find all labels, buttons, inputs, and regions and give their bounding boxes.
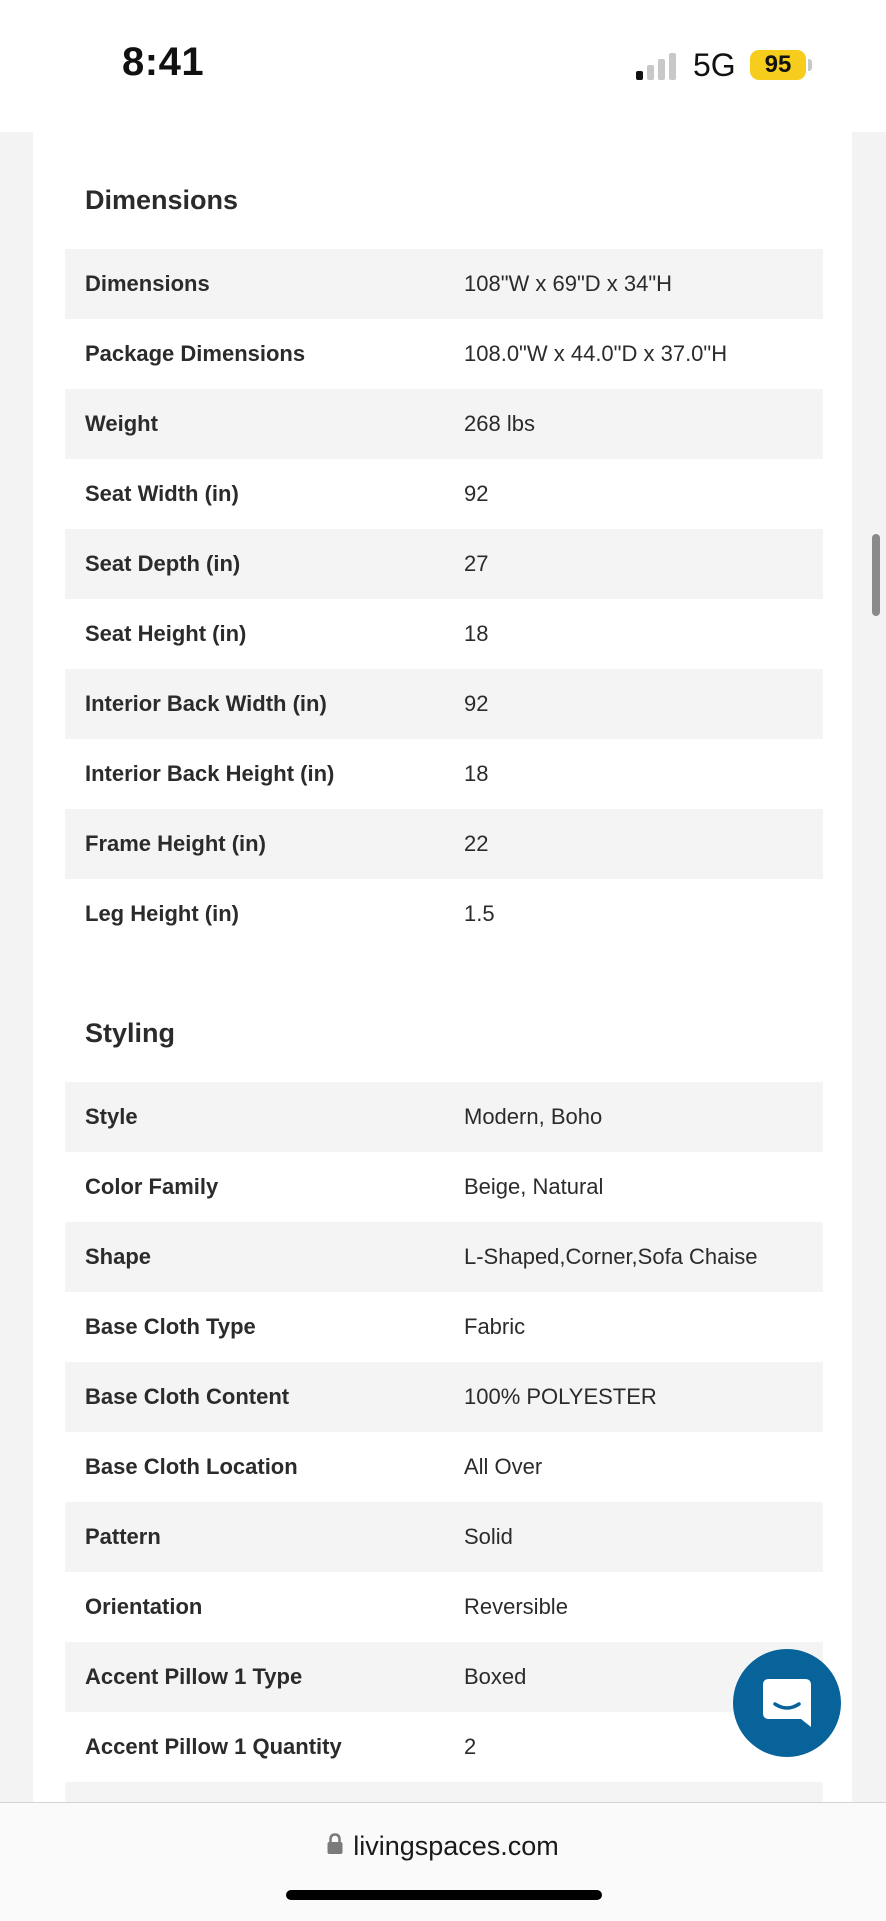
table-row (65, 1152, 823, 1222)
cellular-signal-icon (636, 52, 678, 80)
chat-icon (761, 1677, 813, 1729)
spec-label: Seat Height (in) (85, 621, 247, 646)
battery-tip-icon (808, 59, 812, 71)
chat-button[interactable] (733, 1649, 841, 1757)
spec-label: Dimensions (85, 271, 210, 296)
table-row (65, 1292, 823, 1362)
spec-label: Seat Depth (in) (85, 551, 241, 576)
table-row (65, 1712, 823, 1782)
table-row-partial (65, 1782, 823, 1802)
spec-value: Solid (464, 1524, 513, 1549)
spec-label: Style (85, 1104, 138, 1129)
home-indicator[interactable] (286, 1890, 602, 1900)
spec-value: 27 (464, 551, 489, 576)
table-row (65, 1502, 823, 1572)
table-row (65, 1432, 823, 1502)
spec-value: L-Shaped,Corner,Sofa Chaise (464, 1244, 758, 1269)
spec-value: 108.0"W x 44.0"D x 37.0"H (464, 341, 728, 366)
spec-value: 18 (464, 761, 489, 786)
spec-value: 18 (464, 621, 489, 646)
spec-label: Base Cloth Location (85, 1454, 298, 1479)
browser-bottom-bar (0, 1802, 886, 1921)
table-row (65, 599, 823, 669)
spec-label: Package Dimensions (85, 341, 306, 366)
spec-label: Frame Height (in) (85, 831, 266, 856)
network-type: 5G (693, 47, 736, 83)
spec-label: Accent Pillow 1 Type (85, 1664, 303, 1689)
spec-label: Base Cloth Type (85, 1314, 256, 1339)
table-row (65, 809, 823, 879)
battery-indicator: 95 (750, 50, 806, 80)
spec-value: Boxed (464, 1664, 527, 1689)
dimensions-section-title: Dimensions (85, 185, 239, 215)
spec-value: 268 lbs (464, 411, 535, 436)
styling-section-title: Styling (85, 1018, 176, 1048)
table-row (65, 249, 823, 319)
spec-value: 92 (464, 691, 489, 716)
spec-value: 100% POLYESTER (464, 1384, 657, 1409)
table-row (65, 1082, 823, 1152)
spec-value: Modern, Boho (464, 1104, 603, 1129)
spec-label: Leg Height (in) (85, 901, 239, 926)
table-row (65, 879, 823, 949)
table-row (65, 1642, 823, 1712)
scrollbar-thumb[interactable] (872, 534, 880, 616)
spec-value: All Over (464, 1454, 543, 1479)
spec-value: Fabric (464, 1314, 526, 1339)
spec-value: 22 (464, 831, 489, 856)
spec-value: 2 (464, 1734, 477, 1759)
spec-label: Color Family (85, 1174, 219, 1199)
table-row (65, 669, 823, 739)
spec-value: 108"W x 69"D x 34"H (464, 271, 673, 296)
table-row (65, 1572, 823, 1642)
status-time: 8:41 (122, 40, 205, 84)
spec-label: Base Cloth Content (85, 1384, 290, 1409)
spec-label: Weight (85, 411, 158, 436)
spec-value: Beige, Natural (464, 1174, 604, 1199)
spec-label: Seat Width (in) (85, 481, 239, 506)
spec-value: 1.5 (464, 901, 495, 926)
spec-value: Reversible (464, 1594, 568, 1619)
spec-label: Shape (85, 1244, 152, 1269)
spec-label: Orientation (85, 1594, 203, 1619)
address-bar[interactable] (0, 1831, 886, 1862)
product-specs-content (33, 132, 852, 1802)
dimensions-table (65, 249, 823, 949)
styling-table (65, 1082, 823, 1802)
table-row (65, 319, 823, 389)
table-row (65, 389, 823, 459)
spec-label: Pattern (85, 1524, 161, 1549)
spec-label: Accent Pillow 1 Quantity (85, 1734, 342, 1759)
table-row (65, 529, 823, 599)
url-text: livingspaces.com (353, 1831, 559, 1861)
table-row (65, 459, 823, 529)
spec-label: Interior Back Width (in) (85, 691, 327, 716)
table-row (65, 1362, 823, 1432)
table-row (65, 739, 823, 809)
spec-label: Interior Back Height (in) (85, 761, 335, 786)
lock-icon (327, 1833, 343, 1855)
spec-value: 92 (464, 481, 489, 506)
table-row (65, 1222, 823, 1292)
status-bar (0, 0, 886, 132)
